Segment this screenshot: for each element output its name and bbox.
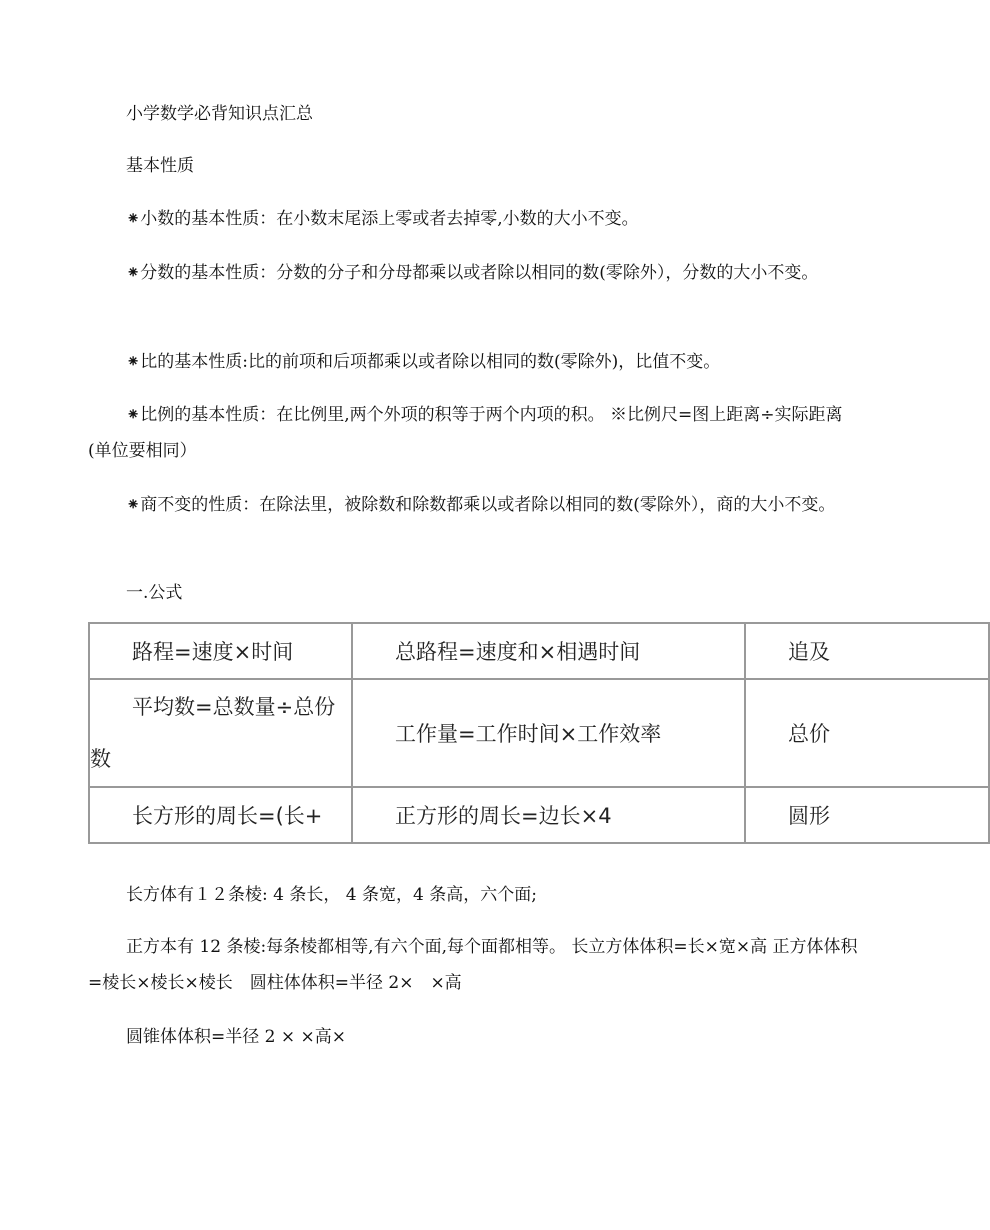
property-quotient: ⁕商不变的性质：在除法里，被除数和除数都乘以或者除以相同的数(零除外），商的大小不变。 xyxy=(126,495,836,515)
property-ratio: ⁕比的基本性质:比的前项和后项都乘以或者除以相同的数(零除外)，比值不变。 xyxy=(126,352,721,372)
table-cell: 工作量=工作时间×工作效率 xyxy=(352,679,745,787)
volume-formulas-text: 正方本有 12 条棱:每条棱都相等,有六个面,每个面都相等。 长立方体体积=长×宽×高 正方体体积=棱长×棱长×棱长 圆柱体体积=半径 2× ×高 xyxy=(88,937,858,993)
table-row xyxy=(89,787,989,843)
document-title: 小学数学必背知识点汇总 xyxy=(126,104,313,124)
table-cell: 总路程=速度和×相遇时间 xyxy=(352,623,745,679)
table-cell: 路程=速度×时间 xyxy=(89,623,352,679)
formula-table xyxy=(88,622,990,844)
table-row xyxy=(89,623,989,679)
table-cell: 总价 xyxy=(745,679,989,787)
formula-table-container xyxy=(88,622,830,850)
cone-volume-text: 圆锥体体积=半径 2 × ×高× xyxy=(126,1027,347,1047)
property-decimal: ⁕小数的基本性质：在小数末尾添上零或者去掉零,小数的大小不变。 xyxy=(126,209,639,229)
property-fraction: ⁕分数的基本性质：分数的分子和分母都乘以或者除以相同的数(零除外），分数的大小不变。 xyxy=(126,263,819,283)
table-cell: 圆形 xyxy=(745,787,989,843)
table-cell: 平均数=总数量÷总份数 xyxy=(89,679,352,787)
table-cell: 追及 xyxy=(745,623,989,679)
section-heading-basic: 基本性质 xyxy=(126,156,194,176)
cuboid-edges-text: 长方体有１２条棱: 4 条长， 4 条宽，4 条高，六个面; xyxy=(126,885,537,905)
table-cell: 长方形的周长=(长+ xyxy=(89,787,352,843)
property-proportion: ⁕比例的基本性质：在比例里,两个外项的积等于两个内项的积。 ※比例尺=图上距离÷实际距离(单位要相同） xyxy=(88,405,843,461)
section-heading-formulas: 一.公式 xyxy=(126,583,183,603)
table-row xyxy=(89,679,989,787)
table-cell: 正方形的周长=边长×4 xyxy=(352,787,745,843)
